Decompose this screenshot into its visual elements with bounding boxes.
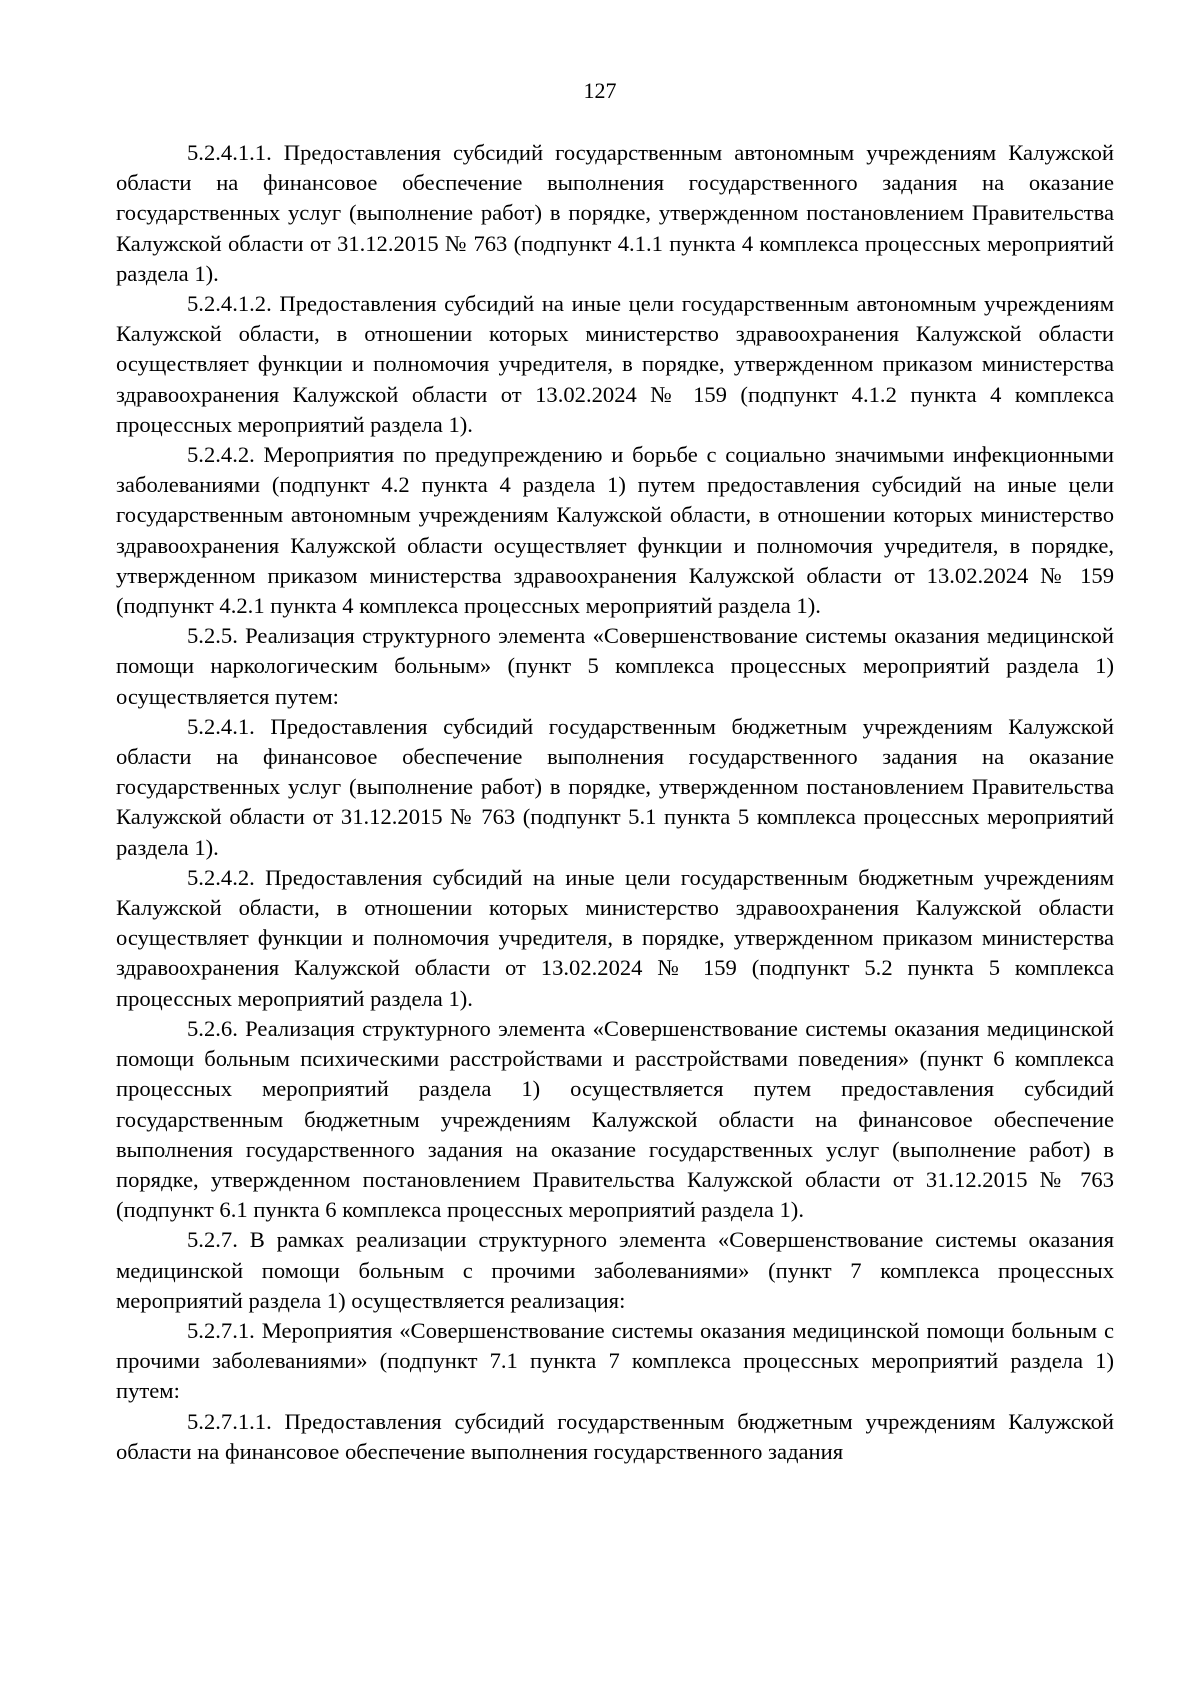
paragraph-5-2-7: 5.2.7. В рамках реализации структурного элемента «Совершенствование системы оказания медицинской помощи больным с прочими заболеваниями» (пункт 7 комплекса процессных мероприятий раздела 1) осуществляется реализация:	[116, 1227, 1114, 1313]
paragraph-5-2-4-1-2: 5.2.4.1.2. Предоставления субсидий на иные цели государственным автономным учреждениям Калужской области, в отношении которых министерство здравоохранения Калужской области осуществляет функции и полномочия учредителя, в порядке, утвержденном приказом министерства здравоохранения Калужской области от 13.02.2024 № 159 (подпункт 4.1.2 пункта 4 комплекса процессных мероприятий раздела 1).	[116, 291, 1114, 437]
page-number: 127	[583, 78, 617, 103]
paragraph-5-2-7-1: 5.2.7.1. Мероприятия «Совершенствование системы оказания медицинской помощи больным с прочими заболеваниями» (подпункт 7.1 пункта 7 комплекса процессных мероприятий раздела 1) путем:	[116, 1317, 1114, 1404]
paragraph-5-2-5: 5.2.5. Реализация структурного элемента «Совершенствование системы оказания медицинской помощи наркологическим больным» (пункт 5 комплекса процессных мероприятий раздела 1) осуществляется путем:	[116, 623, 1114, 709]
paragraph-5-2-4-2: 5.2.4.2. Мероприятия по предупреждению и борьбе с социально значимыми инфекционными заболеваниями (подпункт 4.2 пункта 4 раздела 1) путем предоставления субсидий на иные цели государственным автономным учреждениям Калужской области, в отношении которых министерство здравоохранения Калужской области осуществляет функции и полномочия учредителя, в порядке, утвержденном приказом министерства здравоохранения Калужской области от 13.02.2024 № 159 (подпункт 4.2.1 пункта 4 комплекса процессных мероприятий раздела 1).	[116, 442, 1114, 619]
paragraph-5-2-7-1-1: 5.2.7.1.1. Предоставления субсидий государственным бюджетным учреждениям Калужской области на финансовое обеспечение выполнения государственного задания	[116, 1408, 1114, 1464]
paragraph-5-2-4-1-second: 5.2.4.1. Предоставления субсидий государственным бюджетным учреждениям Калужской области на финансовое обеспечение выполнения государственного задания на оказание государственных услуг (выполнение работ) в порядке, утвержденном постановлением Правительства Калужской области от 31.12.2015 № 763 (подпункт 5.1 пункта 5 комплекса процессных мероприятий раздела 1).	[116, 713, 1114, 860]
paragraph-5-2-4-2-second: 5.2.4.2. Предоставления субсидий на иные цели государственным бюджетным учреждениям Калужской области, в отношении которых министерство здравоохранения Калужской области осуществляет функции и полномочия учредителя, в порядке, утвержденном приказом министерства здравоохранения Калужской области от 13.02.2024 № 159 (подпункт 5.2 пункта 5 комплекса процессных мероприятий раздела 1).	[116, 864, 1114, 1011]
paragraph-5-2-4-1-1: 5.2.4.1.1. Предоставления субсидий государственным автономным учреждениям Калужской области на финансовое обеспечение выполнения государственного задания на оказание государственных услуг (выполнение работ) в порядке, утвержденном постановлением Правительства Калужской области от 31.12.2015 № 763 (подпункт 4.1.1 пункта 4 комплекса процессных мероприятий раздела 1).	[116, 140, 1114, 286]
document-body	[116, 138, 1114, 1467]
paragraph-5-2-6: 5.2.6. Реализация структурного элемента «Совершенствование системы оказания медицинской помощи больным психическими расстройствами и расстройствами поведения» (пункт 6 комплекса процессных мероприятий раздела 1) осуществляется путем предоставления субсидий государственным бюджетным учреждениям Калужской области на финансовое обеспечение выполнения государственного задания на оказание государственных услуг (выполнение работ) в порядке, утвержденном постановлением Правительства Калужской области от 31.12.2015 № 763 (подпункт 6.1 пункта 6 комплекса процессных мероприятий раздела 1).	[116, 1015, 1114, 1223]
